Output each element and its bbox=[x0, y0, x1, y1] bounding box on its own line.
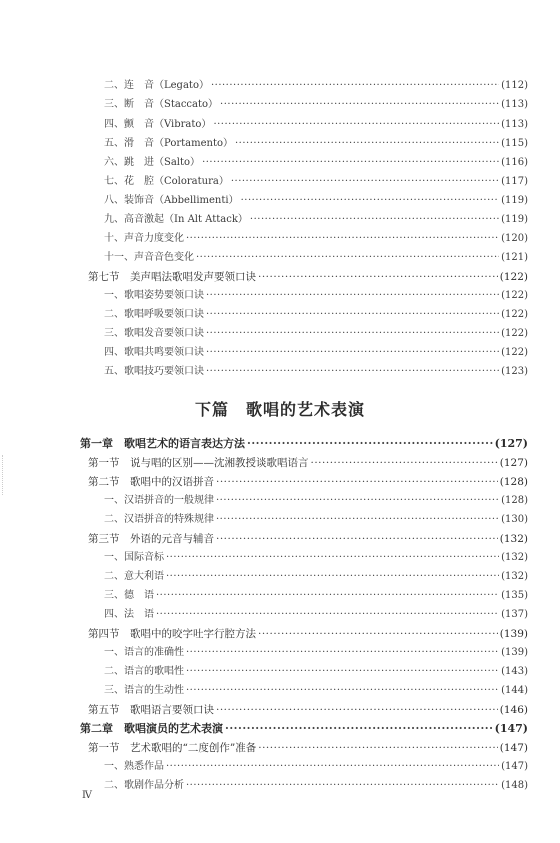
toc-entry-item bbox=[104, 570, 528, 584]
dot-leader bbox=[235, 137, 499, 151]
toc-entry-item bbox=[104, 551, 528, 565]
toc-entry-label: 一、汉语拼音的一般规律 bbox=[104, 495, 214, 506]
toc-entry-label: 一、语言的准确性 bbox=[104, 647, 184, 658]
toc-entry-label: 二、意大利语 bbox=[104, 571, 164, 582]
toc-entry-page-number: (120) bbox=[501, 233, 528, 244]
toc-entry-label: 一、歌唱姿势要领口诀 bbox=[104, 290, 204, 301]
toc-entry-label: 一、熟悉作品 bbox=[104, 761, 164, 772]
toc-entry-label: 四、歌唱共鸣要领口诀 bbox=[104, 347, 204, 358]
toc-entry-item bbox=[104, 232, 528, 246]
toc-entry-item bbox=[104, 251, 528, 265]
dot-leader bbox=[196, 251, 499, 265]
toc-entry-label: 十一、声音音色变化 bbox=[104, 252, 194, 263]
toc-entry-item bbox=[104, 608, 528, 622]
dot-leader bbox=[186, 232, 499, 246]
toc-entry-item bbox=[104, 646, 528, 660]
toc-entry-page-number: (146) bbox=[499, 704, 528, 716]
toc-entry-page-number: (139) bbox=[501, 647, 528, 658]
toc-entry-section bbox=[88, 532, 528, 546]
toc-entry-label: 五、滑 音（Portamento） bbox=[104, 138, 233, 149]
toc-entry-page-number: (122) bbox=[499, 271, 528, 283]
dot-leader bbox=[166, 551, 499, 565]
toc-entry-page-number: (147) bbox=[501, 761, 528, 772]
toc-entry-section bbox=[88, 741, 528, 755]
toc-entry-item bbox=[104, 175, 528, 189]
dot-leader bbox=[216, 703, 498, 717]
toc-entry-section bbox=[88, 456, 528, 470]
toc-entry-label: 二、汉语拼音的特殊规律 bbox=[104, 514, 214, 525]
toc-entry-label: 三、歌唱发音要领口诀 bbox=[104, 328, 204, 339]
toc-entry-item bbox=[104, 589, 528, 603]
dot-leader bbox=[206, 346, 499, 360]
toc-entry-label: 七、花 腔（Coloratura） bbox=[104, 176, 229, 187]
toc-entry-chapter bbox=[80, 722, 528, 736]
toc-entry-label: 二、歌剧作品分析 bbox=[104, 780, 184, 791]
toc-entry-label: 二、语言的歌唱性 bbox=[104, 666, 184, 677]
dot-leader bbox=[213, 118, 499, 132]
dot-leader bbox=[156, 608, 499, 622]
toc-entry-page-number: (132) bbox=[501, 552, 528, 563]
toc-entry-section bbox=[88, 270, 528, 284]
toc-entry-page-number: (127) bbox=[499, 457, 528, 469]
toc-entry-label: 二、连 音（Legato） bbox=[104, 80, 209, 91]
toc-entry-section bbox=[88, 475, 528, 489]
toc-entry-page-number: (137) bbox=[501, 609, 528, 620]
dot-leader bbox=[216, 494, 499, 508]
toc-entry-label: 第一节 说与唱的区别——沈湘教授谈歌唱语言 bbox=[88, 457, 309, 469]
dot-leader bbox=[220, 98, 499, 112]
toc-entry-page-number: (122) bbox=[501, 328, 528, 339]
toc-entry-page-number: (147) bbox=[499, 742, 528, 754]
dot-leader bbox=[258, 741, 498, 755]
toc-entry-label: 三、断 音（Staccato） bbox=[104, 99, 219, 110]
toc-entry-item bbox=[104, 327, 528, 341]
toc-entry-item bbox=[104, 365, 528, 379]
toc-entry-item bbox=[104, 346, 528, 360]
toc-entry-section bbox=[88, 703, 528, 717]
toc-entry-label: 二、歌唱呼吸要领口诀 bbox=[104, 309, 204, 320]
toc-entry-page-number: (113) bbox=[501, 119, 528, 130]
toc-entry-item bbox=[104, 79, 528, 93]
toc-entry-label: 第四节 歌唱中的咬字吐字行腔方法 bbox=[88, 628, 256, 640]
toc-entry-page-number: (139) bbox=[499, 628, 528, 640]
toc-entry-label: 六、跳 进（Salto） bbox=[104, 157, 201, 168]
dot-leader bbox=[206, 327, 499, 341]
toc-entry-page-number: (148) bbox=[501, 780, 528, 791]
dot-leader bbox=[156, 589, 499, 603]
dot-leader bbox=[258, 270, 498, 284]
toc-entry-label: 十、声音力度变化 bbox=[104, 233, 184, 244]
toc-entry-label: 三、德 语 bbox=[104, 590, 154, 601]
toc-entry-page-number: (144) bbox=[501, 685, 528, 696]
toc-entry-label: 第二章 歌唱演员的艺术表演 bbox=[80, 722, 223, 735]
dot-leader bbox=[166, 760, 499, 774]
toc-entry-item bbox=[104, 779, 528, 793]
toc-entry-item bbox=[104, 118, 528, 132]
toc-entry-item bbox=[104, 760, 528, 774]
toc-entry-label: 五、歌唱技巧要领口诀 bbox=[104, 366, 204, 377]
dot-leader bbox=[250, 213, 499, 227]
toc-entry-label: 第一章 歌唱艺术的语言表达方法 bbox=[80, 437, 245, 450]
toc-entry-page-number: (115) bbox=[501, 138, 528, 149]
dot-leader bbox=[231, 175, 499, 189]
toc-entry-item bbox=[104, 684, 528, 698]
toc-entry-label: 第三节 外语的元音与辅音 bbox=[88, 533, 214, 545]
part-title: 下篇 歌唱的艺术表演 bbox=[194, 400, 365, 419]
toc-entry-label: 四、法 语 bbox=[104, 609, 154, 620]
toc-entry-page-number: (122) bbox=[501, 290, 528, 301]
toc-entry-item bbox=[104, 513, 528, 527]
toc-entry-page-number: (113) bbox=[501, 99, 528, 110]
toc-entry-page-number: (119) bbox=[501, 195, 528, 206]
toc-entry-page-number: (132) bbox=[501, 571, 528, 582]
dot-leader bbox=[166, 570, 499, 584]
toc-entry-label: 八、装饰音（Abbellimenti） bbox=[104, 195, 239, 206]
dot-leader bbox=[206, 365, 499, 379]
toc-entry-label: 九、高音激起（In Alt Attack） bbox=[104, 214, 248, 225]
dot-leader bbox=[206, 308, 499, 322]
dot-leader bbox=[241, 194, 500, 208]
toc-entry-page-number: (121) bbox=[501, 252, 528, 263]
toc-entry-label: 四、颤 音（Vibrato） bbox=[104, 119, 212, 130]
dot-leader bbox=[258, 627, 498, 641]
toc-entry-page-number: (128) bbox=[501, 495, 528, 506]
toc-entry-item bbox=[104, 308, 528, 322]
toc-entry-label: 一、国际音标 bbox=[104, 552, 164, 563]
toc-entry-label: 第一节 艺术歌唱的“二度创作”准备 bbox=[88, 742, 257, 754]
toc-entry-label: 第二节 歌唱中的汉语拼音 bbox=[88, 476, 214, 488]
dot-leader bbox=[247, 437, 493, 451]
toc-entry-page-number: (122) bbox=[501, 347, 528, 358]
toc-entry-label: 第五节 歌唱语言要领口诀 bbox=[88, 704, 214, 716]
dot-leader bbox=[216, 513, 499, 527]
toc-entry-page-number: (147) bbox=[494, 722, 528, 735]
toc-entry-page-number: (123) bbox=[501, 366, 528, 377]
toc-entry-label: 第七节 美声唱法歌唱发声要领口诀 bbox=[88, 271, 256, 283]
dot-leader bbox=[202, 156, 499, 170]
toc-entry-page-number: (117) bbox=[501, 176, 528, 187]
toc-entry-item bbox=[104, 98, 528, 112]
toc-entry-item bbox=[104, 665, 528, 679]
toc-entry-section bbox=[88, 627, 528, 641]
toc-entry-page-number: (112) bbox=[501, 80, 528, 91]
toc-entry-page-number: (132) bbox=[499, 533, 528, 545]
toc-entry-page-number: (116) bbox=[501, 157, 528, 168]
dot-leader bbox=[206, 289, 499, 303]
toc-entry-page-number: (143) bbox=[501, 666, 528, 677]
toc-entry-item bbox=[104, 494, 528, 508]
toc-entry-page-number: (130) bbox=[501, 514, 528, 525]
page-footer-number: Ⅳ bbox=[82, 790, 92, 801]
margin-mark bbox=[2, 455, 9, 495]
toc-entry-page-number: (122) bbox=[501, 309, 528, 320]
toc-entry-item bbox=[104, 289, 528, 303]
dot-leader bbox=[225, 722, 493, 736]
dot-leader bbox=[186, 646, 499, 660]
toc-entry-page-number: (119) bbox=[501, 214, 528, 225]
dot-leader bbox=[216, 532, 498, 546]
toc-entry-chapter bbox=[80, 437, 528, 451]
toc-entry-page-number: (128) bbox=[499, 476, 528, 488]
toc-entry-item bbox=[104, 137, 528, 151]
dot-leader bbox=[186, 665, 499, 679]
toc-entry-page-number: (127) bbox=[494, 437, 528, 450]
toc-entry-label: 三、语言的生动性 bbox=[104, 685, 184, 696]
dot-leader bbox=[211, 79, 499, 93]
dot-leader bbox=[186, 684, 499, 698]
toc-entry-item bbox=[104, 156, 528, 170]
dot-leader bbox=[311, 456, 498, 470]
toc-entry-item bbox=[104, 194, 528, 208]
toc-entry-page-number: (135) bbox=[501, 590, 528, 601]
dot-leader bbox=[186, 779, 499, 793]
dot-leader bbox=[216, 475, 498, 489]
toc-entry-item bbox=[104, 213, 528, 227]
